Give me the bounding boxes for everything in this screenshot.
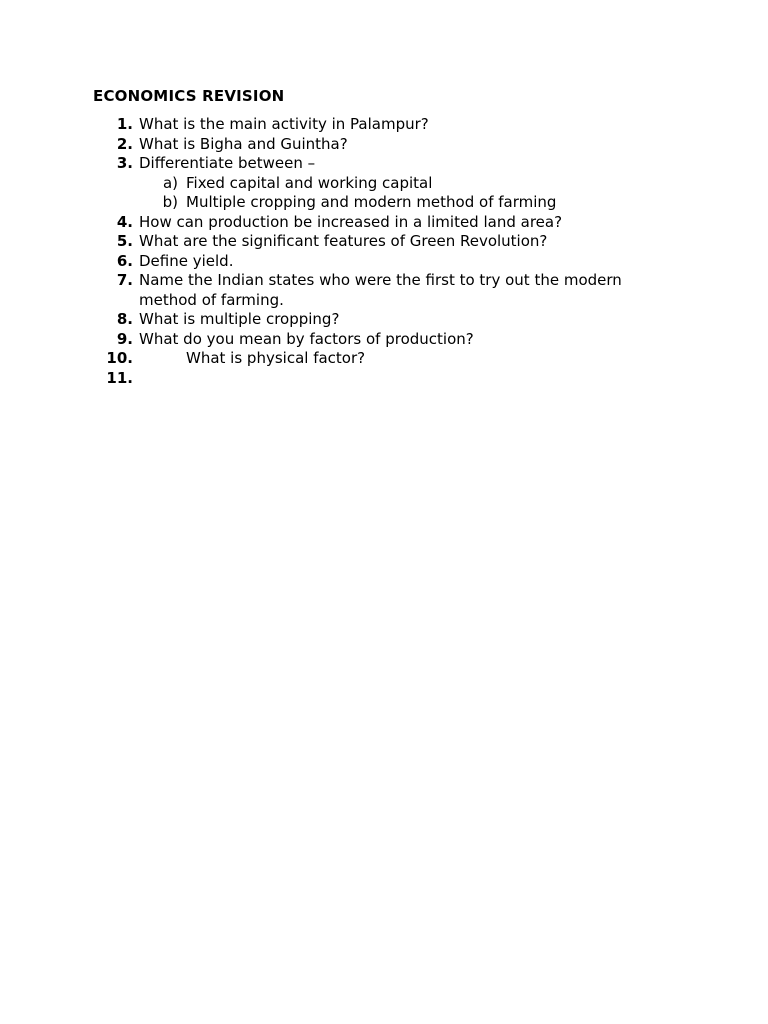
sub-list-item bbox=[0, 193, 768, 213]
list-item bbox=[0, 213, 768, 233]
sub-list-item bbox=[0, 174, 768, 194]
item-text: What is Bigha and Guintha? bbox=[139, 134, 348, 153]
list-item bbox=[0, 310, 768, 330]
item-number: 6. bbox=[116, 251, 133, 270]
sub-item-letter: b) bbox=[162, 193, 178, 211]
item-text: What do you mean by factors of production? bbox=[139, 329, 474, 348]
item-number: 3. bbox=[116, 154, 133, 172]
item-text: What is multiple cropping? bbox=[139, 310, 340, 328]
item-text: What is the main activity in Palampur? bbox=[139, 115, 429, 133]
item-number: 7. bbox=[116, 271, 133, 289]
item-number: 9. bbox=[116, 329, 133, 348]
item-text: Define yield. bbox=[139, 251, 234, 270]
list-item bbox=[0, 369, 768, 389]
list-item bbox=[0, 154, 768, 174]
item-number: 4. bbox=[116, 212, 133, 231]
item-number: 11. bbox=[106, 368, 133, 387]
list-item bbox=[0, 252, 768, 272]
document-title: ECONOMICS REVISION bbox=[93, 87, 285, 105]
item-text: What is physical factor? bbox=[186, 349, 366, 367]
item-text-continuation: method of farming. bbox=[139, 290, 284, 309]
list-item bbox=[0, 349, 768, 369]
item-text: How can production be increased in a limited land area? bbox=[139, 212, 563, 231]
sub-item-text: Multiple cropping and modern method of farming bbox=[186, 193, 557, 211]
sub-item-letter: a) bbox=[162, 173, 178, 192]
list-item bbox=[0, 330, 768, 350]
list-item bbox=[0, 115, 768, 135]
list-item-continuation bbox=[0, 291, 768, 311]
item-number: 8. bbox=[116, 310, 133, 328]
item-number: 5. bbox=[116, 232, 133, 250]
list-item bbox=[0, 135, 768, 155]
question-list bbox=[0, 115, 768, 388]
item-number: 10. bbox=[106, 349, 133, 367]
list-item bbox=[0, 271, 768, 291]
sub-item-text: Fixed capital and working capital bbox=[186, 173, 433, 192]
item-text: Differentiate between – bbox=[139, 154, 316, 172]
item-text: Name the Indian states who were the first to try out the modern bbox=[139, 271, 622, 289]
list-item bbox=[0, 232, 768, 252]
item-text: What are the significant features of Green Revolution? bbox=[139, 232, 548, 250]
item-number: 2. bbox=[116, 134, 133, 153]
item-number: 1. bbox=[116, 115, 133, 133]
